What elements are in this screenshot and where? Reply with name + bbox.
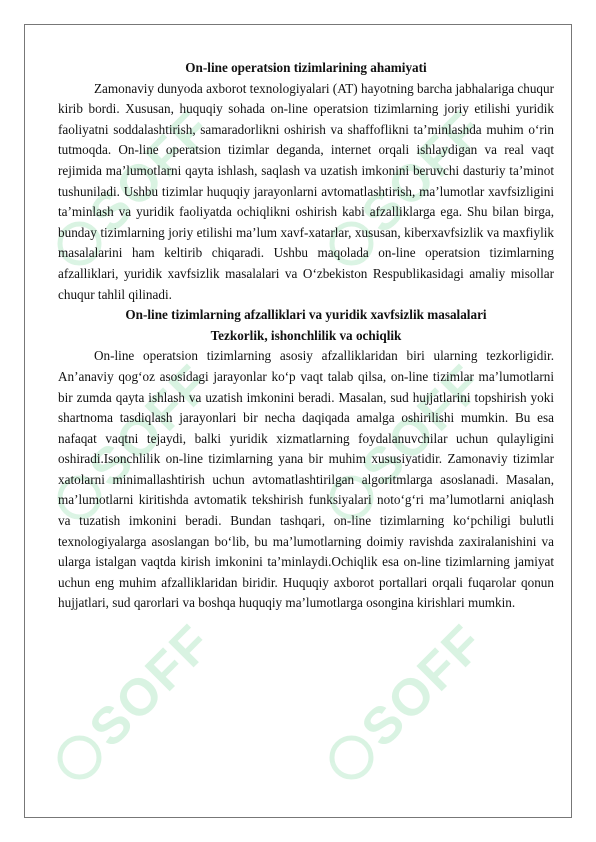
- watermark-text: SOFF: [78, 613, 224, 759]
- watermark-text: SOFF: [350, 353, 496, 499]
- subsection-heading: Tezkorlik, ishonchlilik va ochiqlik: [210, 327, 402, 343]
- body-paragraph: On-line operatsion tizimlarning asosiy afzalliklaridan biri ularning tezkorligidir. An’anaviy qog‘oz asosidagi jarayonlar ko‘p vaqt talab qilsa, on-line tizimlar ma’lumotlarni bir zumda qayta ishlash va uzatish imkonini beradi. Masalan, sud hujjatlarini topshirish yoki shartnoma tasdiqlash jarayonlari bir necha daqiqada amalga oshirilishi mumkin. Bu esa nafaqat vaqtni tejaydi, balki yuridik xizmatlarning foydalanuvchilar uchun qulayligini oshiradi.Isonchlilik on-line tizimlarning yana bir muhim xususiyatidir. Zamonaviy tizimlar xatolarni minimallashtirish uchun avtomatlashtirilgan algoritmlarga asoslanadi. Masalan, ma’lumotlarni kiritishda avtomatik tekshirish funksiyalari noto‘g‘ri ma’lumotlarni aniqlash va tuzatish imkonini beradi. Bundan tashqari, on-line tizimlarning ko‘pchiligi bulutli texnologiyalarga asoslangan bo‘lib, bu ma’lumotlarning doimiy ravishda zaxiralanishini va ularga istalgan vaqtda kirish imkonini ta’minlaydi.Ochiqlik esa on-line tizimlarning jamiyat uchun eng muhim afzalliklaridan biridir. Huquqiy axborot portallari orqali fuqarolar qonun hujjatlari, sud qarorlari va boshqa huquqiy ma’lumotlarga osongina kirishlari mumkin.: [58, 348, 554, 611]
- document-content: [58, 58, 554, 614]
- document-title: On-line operatsion tizimlarining ahamiyati: [185, 60, 427, 75]
- watermark-text: SOFF: [78, 353, 224, 499]
- watermark-text: SOFF: [78, 99, 224, 245]
- section-heading: On-line tizimlarning afzalliklari va yuridik xavfsizlik masalalari: [125, 307, 487, 323]
- watermark-text: SOFF: [350, 99, 496, 245]
- watermark-text: SOFF: [350, 613, 496, 759]
- intro-paragraph: Zamonaviy dunyoda axborot texnologiyalari (AT) hayotning barcha jabhalariga chuqur kirib bordi. Xususan, huquqiy sohada on-line operatsion tizimlarning joriy etilishi yuridik faoliyatni soddalashtirish, samaradorlikni oshirish va shaffoflikni ta’minlashda muhim o‘rin tutmoqda. On-line operatsion tizimlar deganda, internet orqali ishlaydigan va real vaqt rejimida ma’lumotlarni qayta ishlash, saqlash va uzatish imkonini beruvchi dasturiy ta’minot tushuniladi. Ushbu tizimlar huquqiy jarayonlarni avtomatlashtirish, ma’lumotlar xavfsizligini ta’minlash va yuridik faoliyatda ochiqlikni oshirish kabi afzalliklarga ega. Shu bilan birga, bunday tizimlarning joriy etilishi ma’lum xavf-xatarlar, xususan, kiberxavfsizlik va maxfiylik masalalarini ham keltirib chiqaradi. Ushbu maqolada on-line operatsion tizimlarning afzalliklari, yuridik xavfsizlik masalalari va O‘zbekiston Respublikasidagi amaliy misollar chuqur tahlil qilinadi.: [58, 80, 554, 302]
